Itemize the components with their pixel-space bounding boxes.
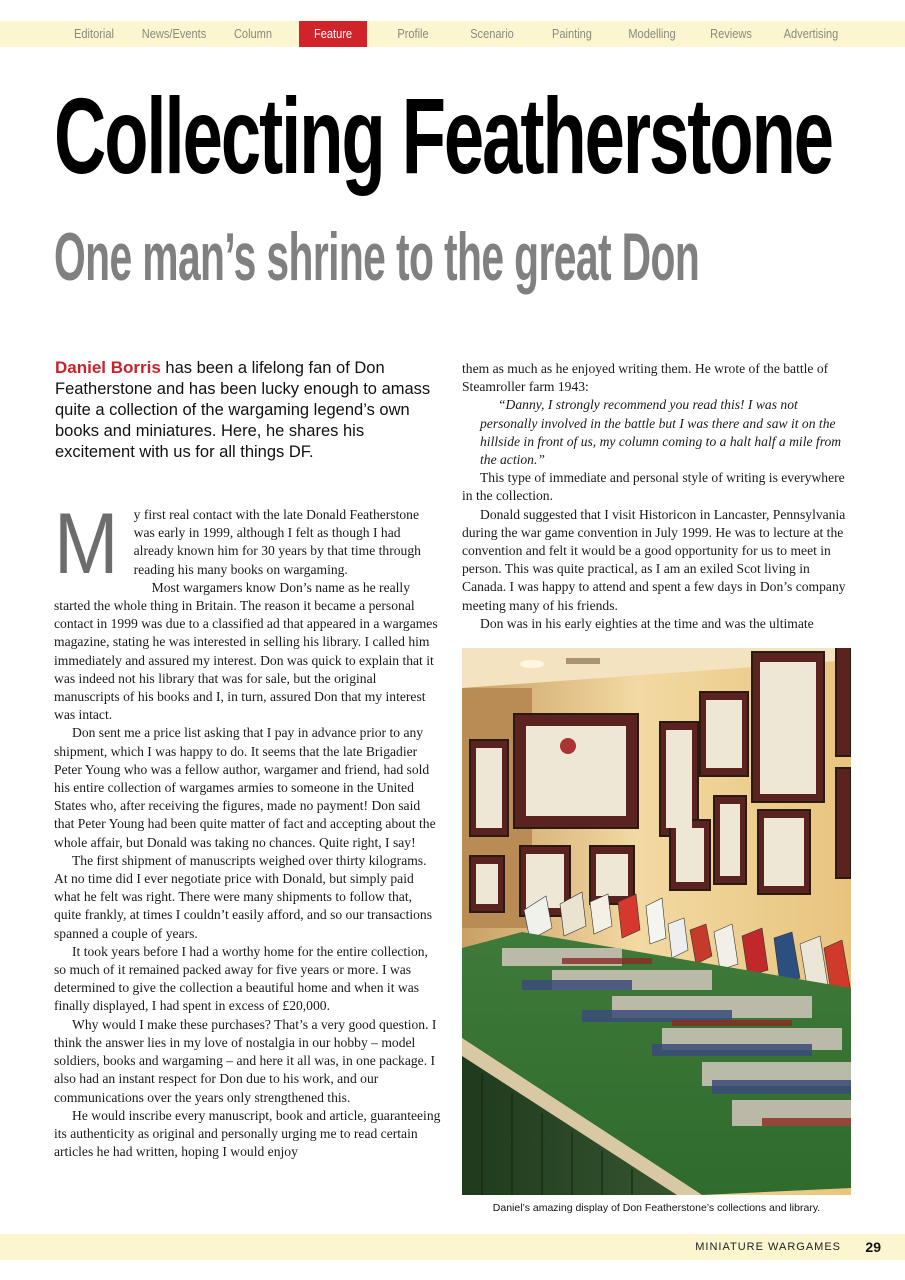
body-paragraph: Don was in his early eighties at the time and was the ultimate [480, 615, 814, 631]
body-paragraph: them as much as he enjoyed writing them. He wrote of the battle of Steamroller farm 1943: [462, 361, 829, 395]
nav-item-reviews[interactable]: Reviews [710, 26, 752, 41]
intro-author: Daniel Borris [55, 358, 161, 377]
body-paragraph: It took years before I had a worthy home for the entire collection, so much of it remained packed away for five years or more. I was determined to give the collection a beautiful home and when it was finally displayed, I had spent in excess of £20,000. [54, 943, 428, 1014]
body-column-right [462, 360, 850, 633]
nav-item-feature[interactable]: Feature [299, 21, 367, 47]
pull-quote: “Danny, I strongly recommend you read this! I was not personally involved in the battle but I was there and saw it on the hillside in front of us, my column coming to a halt half a mile from the action.” [480, 397, 842, 468]
nav-item-column[interactable]: Column [233, 26, 273, 41]
nav-item-profile[interactable]: Profile [397, 26, 429, 41]
first-paragraph [54, 496, 442, 592]
body-paragraph: Donald suggested that I visit Historicon in Lancaster, Pennsylvania during the war game convention in July 1999. He was to lecture at the convention and felt it would be a good opportunity for us to meet in person. This was quite practical, as I am an exiled Scot living in Canada. I was happy to attend and spent a few days in Don’s company meeting many of his friends. [462, 506, 846, 613]
drop-cap: M [54, 496, 119, 592]
photo-caption: Daniel’s amazing display of Don Featherstone’s collections and library. [492, 1202, 821, 1214]
nav-item-news-events[interactable]: News/Events [141, 26, 207, 41]
body-paragraph: He would inscribe every manuscript, book and article, guaranteeing its authenticity as original and personally urging me to read certain articles he had written, hoping I would enjoy [54, 1107, 441, 1160]
nav-item-scenario[interactable]: Scenario [470, 26, 514, 41]
body-paragraph: Most wargamers know Don’s name as he really started the whole thing in Britain. The reason it became a personal contact in 1999 was due to a classified ad that appeared in a wargames magazine, stating he was interested in selling his library. I called him immediately and assured my interest. Don was quick to explain that it was indeed not his library that was for sale, but the original manuscripts of his books and I, in turn, assured Don that my interest was intact. [54, 579, 438, 723]
body-paragraph: Don sent me a price list asking that I pay in advance prior to any shipment, which I was happy to do. It seems that the late Brigadier Peter Young who was a fellow author, wargamer and friend, had sold his entire collection of wargames armies to someone in the United States who, after receiving the figures, made no payment! Don said that Peter Young had been quite matter of fact and accepting about the whole affair, but Donald was taking no chances. Quite right, I say! [54, 725, 436, 850]
body-paragraph: Why would I make these purchases? That’s a very good question. I think the answer lies in my love of nostalgia in our hobby – model soldiers, books and wargaming – and here it all was, in one package. I also had an instant respect for Don due to his work, and our communications over the years only strengthened this. [54, 1016, 437, 1105]
collection-photo [462, 648, 851, 1195]
intro-text: has been a lifelong fan of Don Featherstone and has been lucky enough to amass quite a collection of the wargaming legend’s own books and miniatures. Here, he shares his excitement with us for all things DF. [55, 359, 431, 461]
section-nav [0, 21, 905, 47]
nav-item-editorial[interactable]: Editorial [74, 26, 114, 41]
nav-item-advertising[interactable]: Advertising [783, 26, 839, 41]
body-paragraph: This type of immediate and personal style of writing is everywhere in the collection. [462, 470, 845, 504]
magazine-name: MINIATURE WARGAMES [695, 1241, 841, 1253]
nav-item-modelling[interactable]: Modelling [628, 26, 676, 41]
article-title: Collecting Featherstone [54, 75, 832, 196]
body-column-left [54, 496, 442, 1161]
article-intro [55, 357, 440, 463]
body-paragraph: The first shipment of manuscripts weighed over thirty kilograms. At no time did I ever negotiate price with Donald, but simply paid what he felt was right. There were many shipments to follow that, quite frankly, at times I couldn’t easily afford, and so our transactions spanned a couple of years. [54, 852, 433, 941]
page-number: 29 [865, 1239, 881, 1255]
nav-item-painting[interactable]: Painting [552, 26, 592, 41]
article-subtitle: One man’s shrine to the great Don [54, 219, 700, 295]
collection-photo-illustration [462, 648, 851, 1195]
first-paragraph-text: y first real contact with the late Donald Featherstone was early in 1999, although I felt as though I had already known him for 30 years by that time through reading his many books on wargaming. [133, 507, 421, 577]
page-footer [0, 1234, 905, 1260]
